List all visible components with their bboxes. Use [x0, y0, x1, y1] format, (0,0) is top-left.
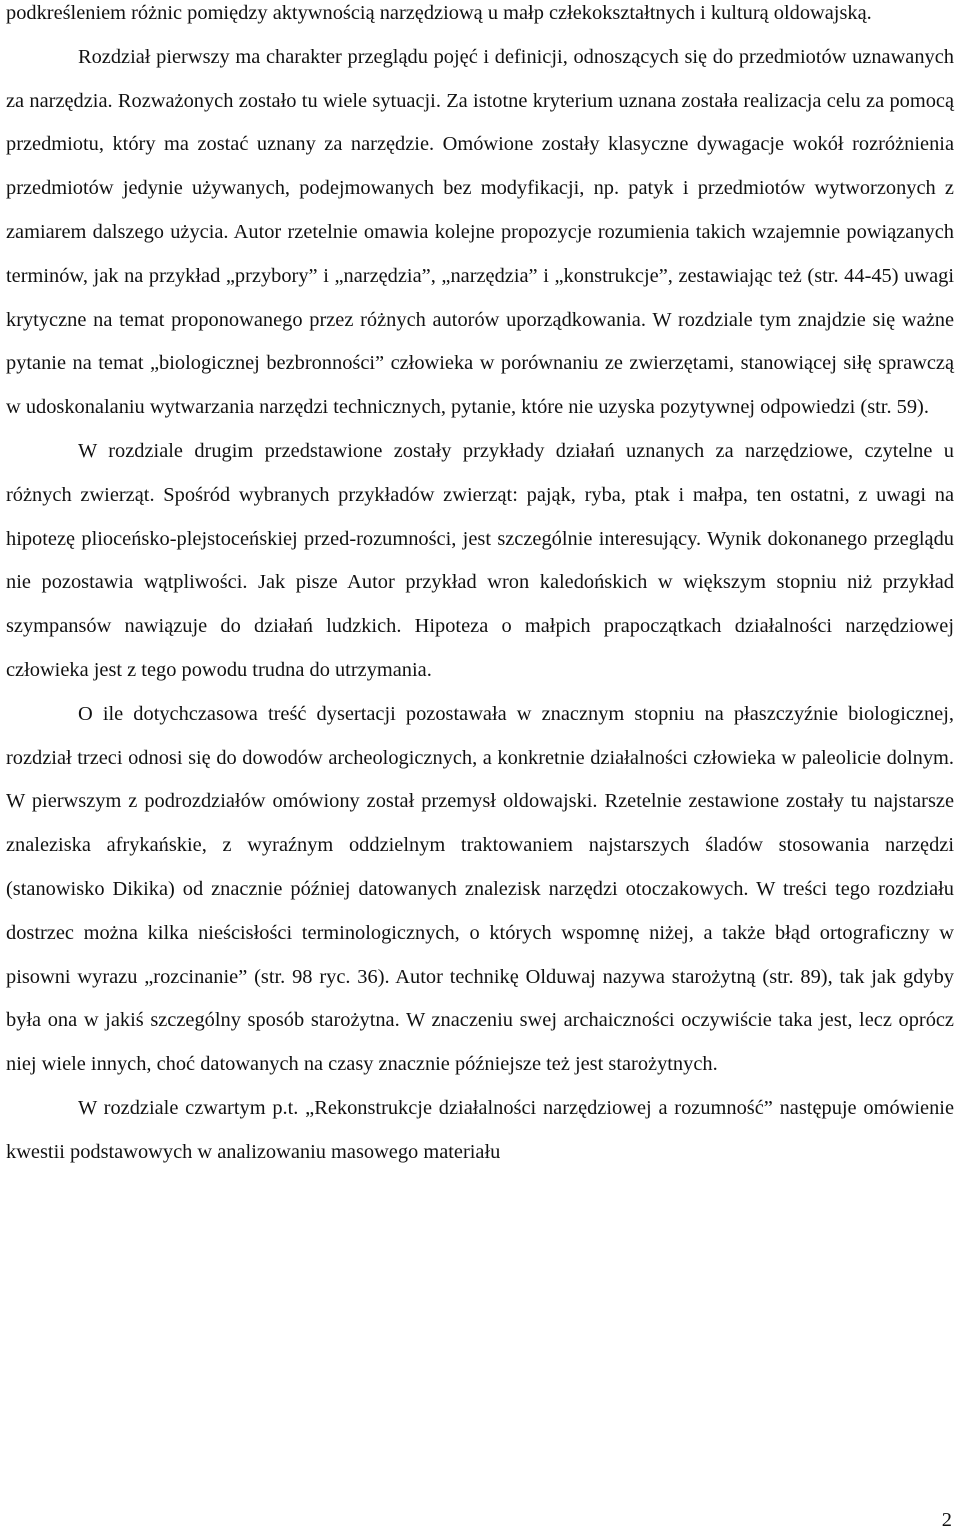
paragraph-chapter-four: W rozdziale czwartym p.t. „Rekonstrukcje działalności narzędziowej a rozumność” następuje omówienie kwestii podstawowych w analizowaniu masowego materiału: [6, 1096, 954, 1163]
paragraph-chapter-two: W rozdziale drugim przedstawione zostały przykłady działań uznanych za narzędziowe, czytelne u różnych zwierząt. Spośród wybranych przykładów zwierząt: pająk, ryba, ptak i małpa, ten ostatni, z uwagi na hipotezę plioceńsko-plejstoceńskiej przed-rozumności, jest szczególnie interesujący. Wynik dokonanego przeglądu nie pozostawia wątpliwości. Jak pisze Autor przykład wron kaledońskich w większym stopniu niż przykład szympansów nawiązuje do działań ludzkich. Hipoteza o małpich prapoczątkach działalności narzędziowej człowieka jest z tego powodu trudna do utrzymania.: [6, 439, 954, 681]
document-page: [6, 0, 954, 1175]
paragraph-continuation: podkreśleniem różnic pomiędzy aktywnością narzędziową u małp człekokształtnych i kulturą oldowajską.: [6, 2, 872, 24]
paragraph-chapter-one: Rozdział pierwszy ma charakter przeglądu pojęć i definicji, odnoszących się do przedmiotów uznawanych za narzędzia. Rozważonych zostało tu wiele sytuacji. Za istotne kryterium uznana została realizacja celu za pomocą przedmiotu, który ma zostać uznany za narzędzie. Omówione zostały klasyczne dywagacje wokół rozróżnienia przedmiotów jedynie używanych, podejmowanych bez modyfikacji, np. patyk i przedmiotów wytworzonych z zamiarem dalszego użycia. Autor rzetelnie omawia kolejne propozycje rozumienia takich wzajemnie powiązanych terminów, jak na przykład „przybory” i „narzędzia”, „narzędzia” i „konstrukcje”, zestawiając też (str. 44-45) uwagi krytyczne na temat proponowanego przez różnych autorów uporządkowania. W rozdziale tym znajdzie się ważne pytanie na temat „biologicznej bezbronności” człowieka w porównaniu ze zwierzętami, stanowiącej siłę sprawczą w udoskonalaniu wytwarzania narzędzi technicznych, pytanie, które nie uzyska pozytywnej odpowiedzi (str. 59).: [6, 45, 954, 419]
page-number: 2: [941, 1509, 952, 1531]
paragraph-chapter-three: O ile dotychczasowa treść dysertacji pozostawała w znacznym stopniu na płaszczyźnie biologicznej, rozdział trzeci odnosi się do dowodów archeologicznych, a konkretnie działalności człowieka w paleolicie dolnym. W pierwszym z podrozdziałów omówiony został przemysł oldowajski. Rzetelnie zestawione zostały tu najstarsze znaleziska afrykańskie, z wyraźnym oddzielnym traktowaniem najstarszych śladów stosowania narzędzi (stanowisko Dikika) od znacznie później datowanych znalezisk narzędzi otoczakowych. W treści tego rozdziału dostrzec można kilka nieścisłości terminologicznych, o których wspomnę niżej, a także błąd ortograficzny w pisowni wyrazu „rozcinanie” (str. 98 ryc. 36). Autor technikę Olduwaj nazywa starożytną (str. 89), tak jak gdyby była ona w jakiś szczególny sposób starożytna. W znaczeniu swej archaiczności oczywiście taka jest, lecz oprócz niej wiele innych, choć datowanych na czasy znacznie późniejsze też jest starożytnych.: [6, 702, 954, 1076]
